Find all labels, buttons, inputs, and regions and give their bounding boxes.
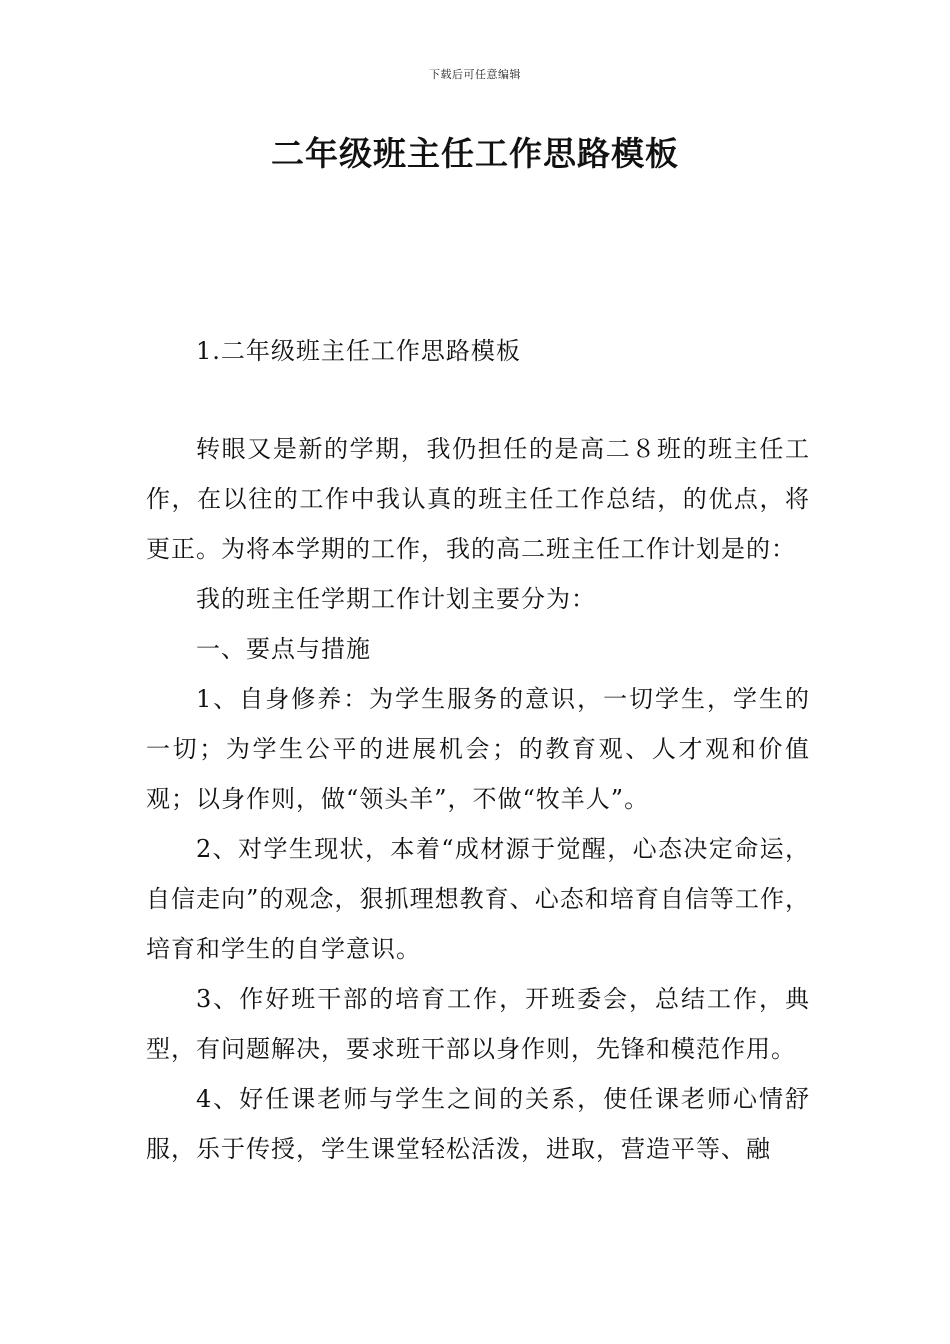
header-note: 下载后可任意编辑 <box>429 68 521 81</box>
document-body <box>146 424 810 1174</box>
paragraph-item-4: 4、好任课老师与学生之间的关系，使任课老师心情舒服，乐于传授，学生课堂轻松活泼，进取，营造平等、融 <box>146 1085 810 1163</box>
document-title: 二年级班主任工作思路模板 <box>271 134 679 173</box>
section-heading: 1.二年级班主任工作思路模板 <box>196 337 521 365</box>
paragraph-heading-key-points: 一、要点与措施 <box>196 635 371 663</box>
paragraph-item-2: 2、对学生现状，本着“成材源于觉醒，心态决定命运，自信走向”的观念，狠抓理想教育、心态和培育自信等工作，培育和学生的自学意识。 <box>146 835 810 963</box>
paragraph-intro: 转眼又是新的学期，我仍担任的是高二８班的班主任工作，在以往的工作中我认真的班主任工作总结，的优点，将更正。为将本学期的工作，我的高二班主任工作计划是的： <box>146 435 810 563</box>
paragraph-item-3: 3、作好班干部的培育工作，开班委会，总结工作，典型，有问题解决，要求班干部以身作则，先锋和模范作用。 <box>146 985 810 1063</box>
paragraph-plan-overview: 我的班主任学期工作计划主要分为： <box>196 585 596 613</box>
paragraph-item-1: 1、自身修养：为学生服务的意识，一切学生，学生的一切；为学生公平的进展机会；的教育观、人才观和价值观；以身作则，做“领头羊”，不做“牧羊人”。 <box>146 685 810 813</box>
